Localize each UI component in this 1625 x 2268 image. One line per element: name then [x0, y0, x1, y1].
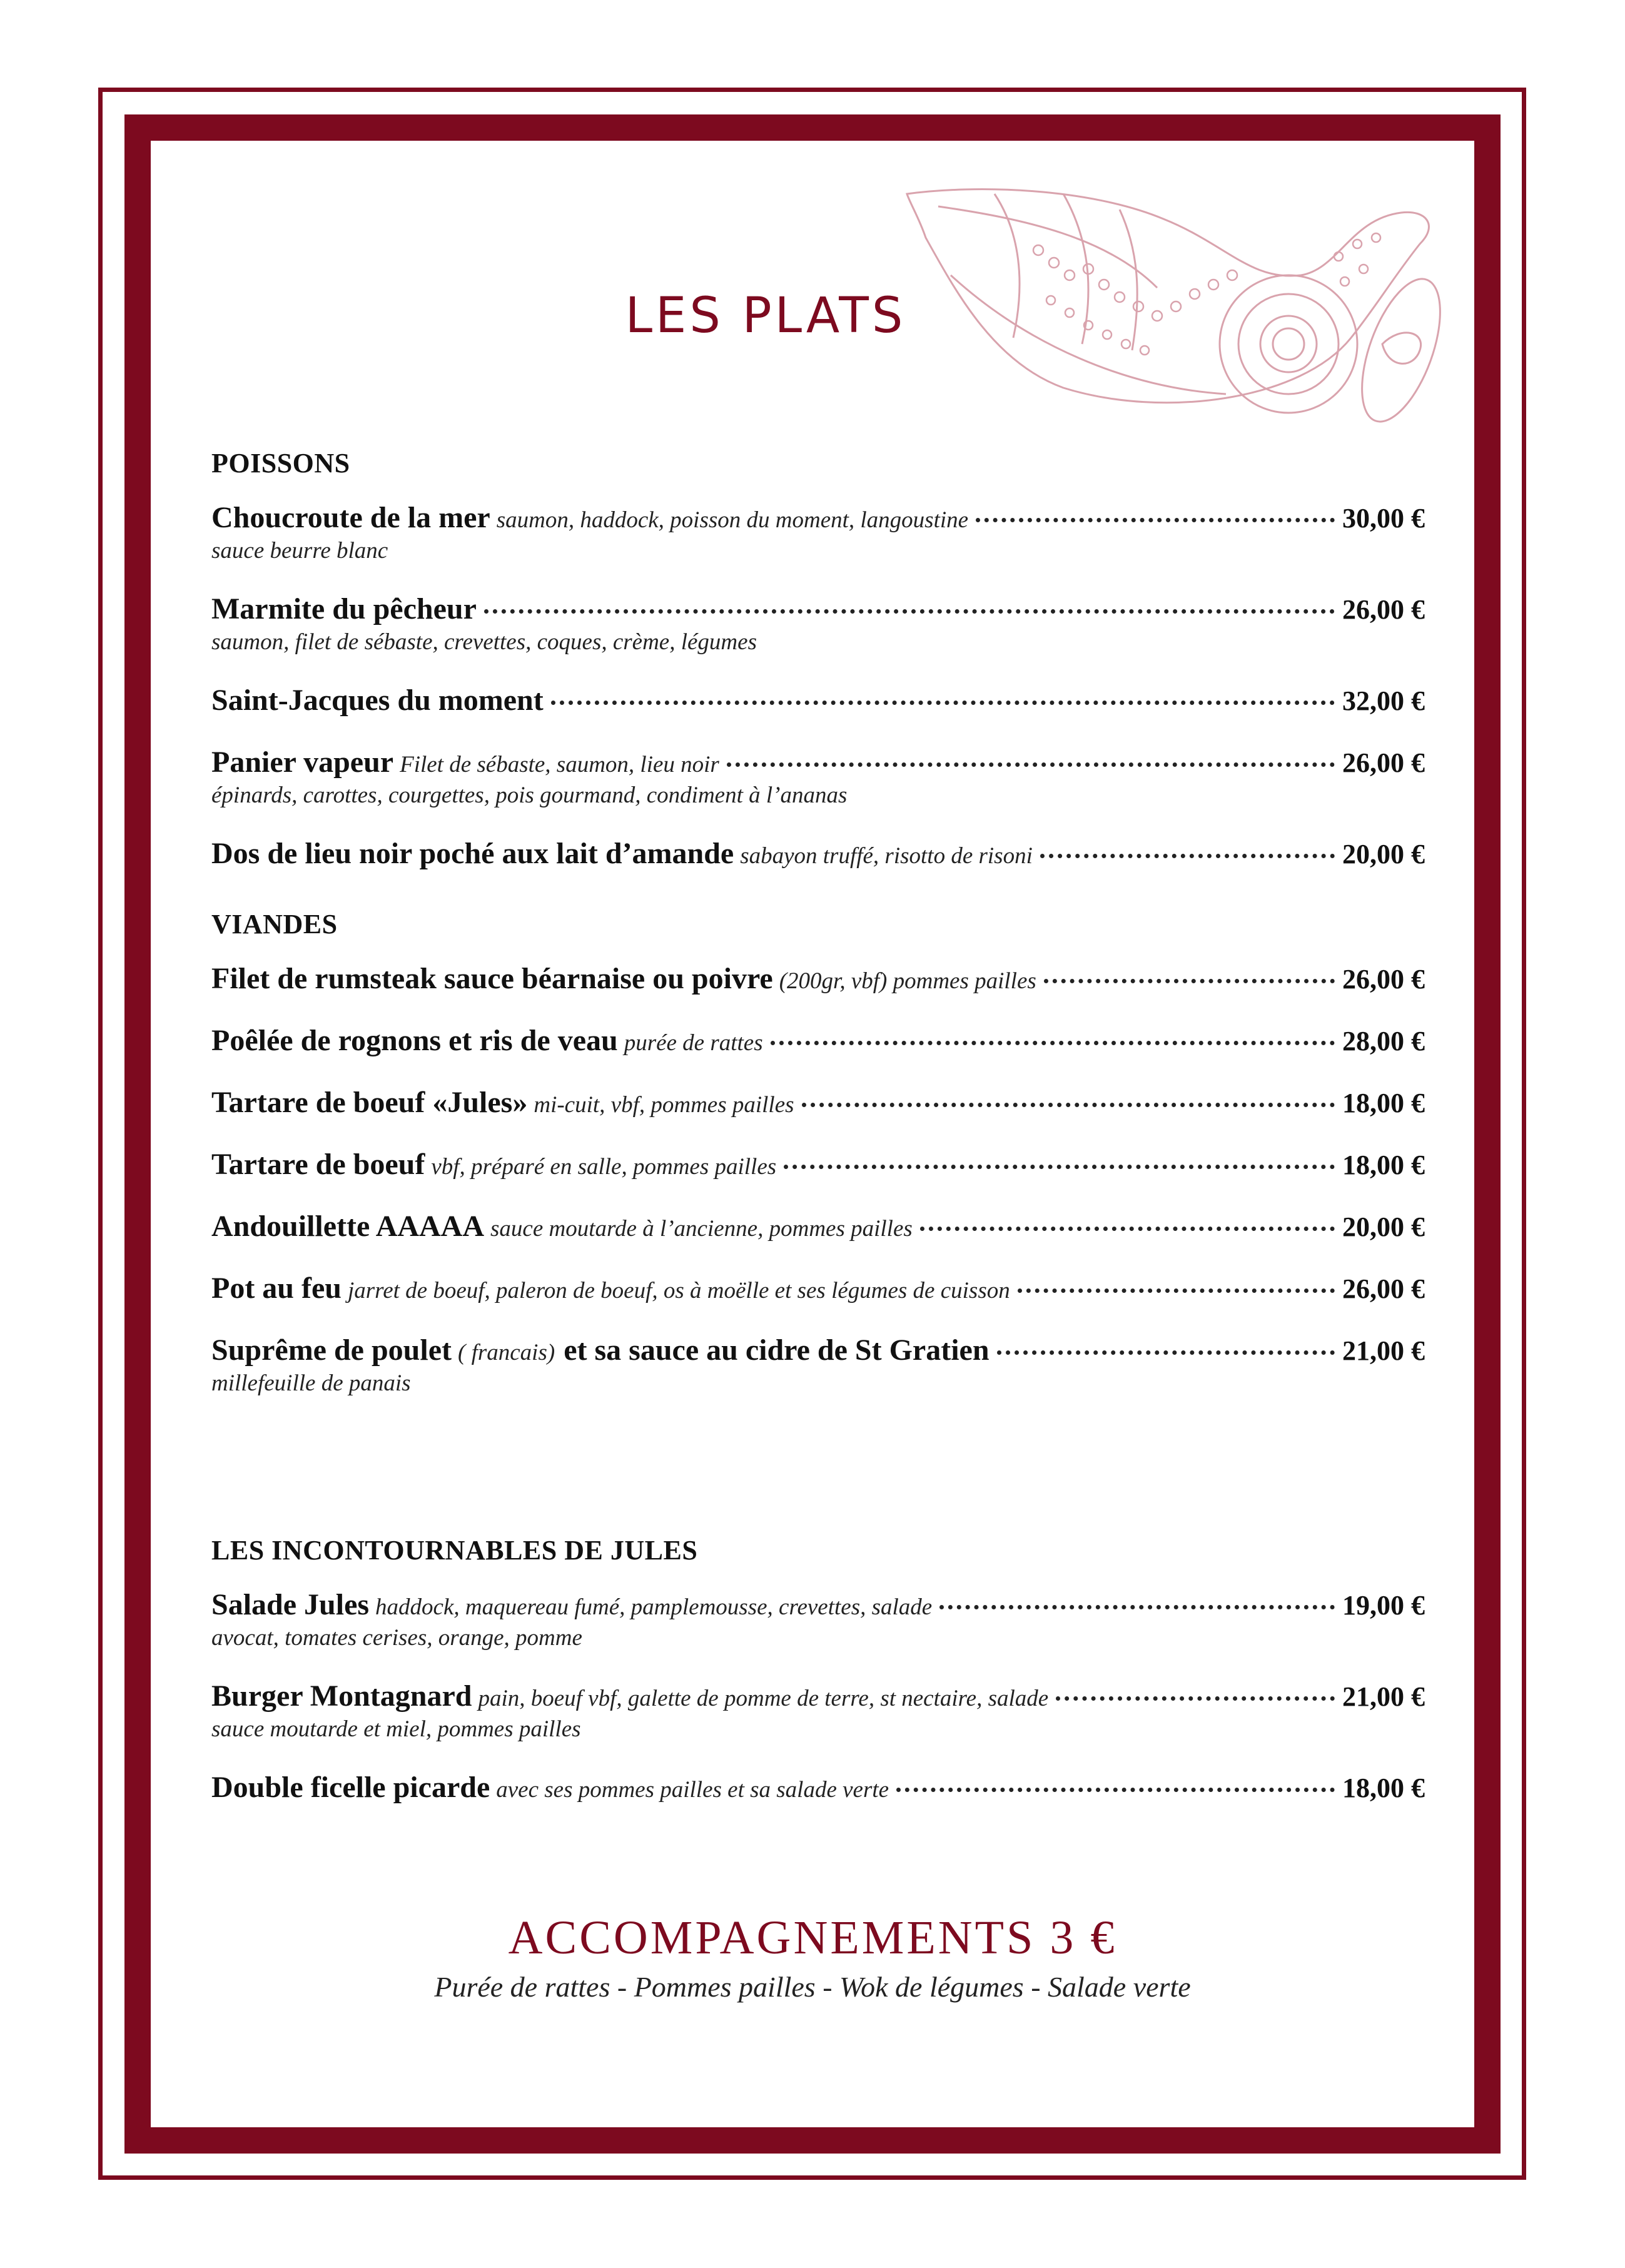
dish-name: Marmite du pêcheur: [211, 592, 477, 625]
dish-name: Andouillette AAAAA: [211, 1210, 485, 1243]
dot-leader: [939, 1605, 1335, 1609]
section-title: LES INCONTOURNABLES DE JULES: [211, 1535, 698, 1566]
dot-leader: [802, 1103, 1335, 1107]
dot-leader: [1040, 854, 1335, 858]
dish-name: Poêlée de rognons et ris de veau: [211, 1024, 618, 1057]
dish-price: 21,00 €: [1342, 1335, 1425, 1366]
menu-item: [211, 683, 1425, 717]
dot-leader: [920, 1227, 1335, 1231]
dish-price: 18,00 €: [1342, 1088, 1425, 1118]
accompagnements-title: ACCOMPAGNEMENTS 3 €: [508, 1911, 1117, 1964]
dish-description: Filet de sébaste, saumon, lieu noir: [400, 752, 719, 777]
page-title: LES PLATS: [625, 288, 906, 344]
dot-leader: [484, 609, 1335, 614]
dish-name: Tartare de boeuf «Jules»: [211, 1086, 528, 1119]
dish-description: saumon, haddock, poisson du moment, langoustine: [496, 507, 969, 533]
dish-price: 20,00 €: [1342, 839, 1425, 869]
menu-section: [211, 908, 1425, 1397]
dot-leader: [997, 1350, 1335, 1355]
dot-leader: [896, 1788, 1335, 1792]
dish-description: (200gr, vbf) pommes pailles: [779, 968, 1036, 994]
menu-item: [211, 1770, 1425, 1805]
menu-section: [211, 1534, 1425, 1805]
dish-description: purée de rattes: [624, 1030, 763, 1056]
dish-subtitle: millefeuille de panais: [211, 1370, 411, 1396]
dish-price: 26,00 €: [1342, 747, 1425, 778]
dish-name: Filet de rumsteak sauce béarnaise ou poivre: [211, 962, 773, 995]
dish-description: avec ses pommes pailles et sa salade verte: [496, 1777, 889, 1803]
dish-subtitle: avocat, tomates cerises, orange, pomme: [211, 1625, 582, 1651]
dish-price: 26,00 €: [1342, 594, 1425, 625]
dish-name: Choucroute de la mer: [211, 501, 490, 534]
dish-description: jarret de boeuf, paleron de boeuf, os à moëlle et ses légumes de cuisson: [347, 1278, 1010, 1304]
dish-price: 32,00 €: [1342, 686, 1425, 716]
dish-name: Saint-Jacques du moment: [211, 684, 544, 717]
dot-leader: [551, 701, 1335, 705]
dish-description: mi-cuit, vbf, pommes pailles: [534, 1092, 794, 1118]
menu-item: [211, 836, 1425, 871]
dot-leader: [771, 1041, 1335, 1045]
menu-item: [211, 1333, 1425, 1397]
dish-subtitle: saumon, filet de sébaste, crevettes, coques, crème, légumes: [211, 629, 757, 655]
dish-name: Pot au feu: [211, 1272, 342, 1305]
menu-item: [211, 1085, 1425, 1120]
dish-description: sauce moutarde à l’ancienne, pommes pailles: [490, 1216, 913, 1242]
dish-description: ( francais): [458, 1340, 555, 1365]
dish-name: Double ficelle picarde: [211, 1771, 490, 1804]
dish-price: 28,00 €: [1342, 1026, 1425, 1056]
dish-price: 19,00 €: [1342, 1590, 1425, 1621]
dot-leader: [976, 518, 1335, 522]
dish-description: pain, boeuf vbf, galette de pomme de terre, st nectaire, salade: [478, 1686, 1049, 1711]
dish-subtitle: sauce moutarde et miel, pommes pailles: [211, 1716, 581, 1742]
dish-subtitle: épinards, carottes, courgettes, pois gourmand, condiment à l’ananas: [211, 782, 848, 808]
dot-leader: [727, 762, 1335, 767]
dish-name: Dos de lieu noir poché aux lait d’amande: [211, 837, 734, 870]
menu-item: [211, 961, 1425, 996]
dish-price: 26,00 €: [1342, 1273, 1425, 1304]
dot-leader: [1018, 1288, 1335, 1293]
dish-description: sabayon truffé, risotto de risoni: [740, 843, 1033, 869]
dot-leader: [1056, 1696, 1335, 1701]
dish-name: Panier vapeur: [211, 746, 394, 779]
menu-content: [211, 447, 1425, 1832]
dish-price: 30,00 €: [1342, 503, 1425, 534]
menu-item: [211, 1209, 1425, 1243]
section-title: POISSONS: [211, 448, 350, 478]
dish-name: Burger Montagnard: [211, 1679, 472, 1713]
dish-price: 21,00 €: [1342, 1681, 1425, 1712]
dish-name-continued: et sa sauce au cidre de St Gratien: [564, 1334, 990, 1367]
accompagnements-list: Purée de rattes - Pommes pailles - Wok de légumes - Salade verte: [434, 1971, 1191, 2003]
dot-leader: [1044, 979, 1335, 983]
dish-description: vbf, préparé en salle, pommes pailles: [431, 1154, 777, 1180]
dot-leader: [784, 1165, 1335, 1169]
menu-section: [211, 447, 1425, 871]
menu-item: [211, 592, 1425, 656]
dish-name: Salade Jules: [211, 1588, 370, 1621]
dish-price: 18,00 €: [1342, 1150, 1425, 1180]
dish-subtitle: sauce beurre blanc: [211, 538, 388, 564]
menu-item: [211, 500, 1425, 564]
dish-description: haddock, maquereau fumé, pamplemousse, crevettes, salade: [375, 1594, 933, 1620]
menu-item: [211, 1147, 1425, 1182]
menu-item: [211, 1023, 1425, 1058]
menu-item: [211, 1587, 1425, 1651]
menu-item: [211, 1679, 1425, 1743]
menu-item: [211, 1271, 1425, 1305]
section-title: VIANDES: [211, 909, 338, 939]
menu-item: [211, 745, 1425, 809]
dish-price: 26,00 €: [1342, 964, 1425, 995]
dish-name: Suprême de poulet: [211, 1334, 452, 1367]
dish-price: 18,00 €: [1342, 1773, 1425, 1803]
dish-price: 20,00 €: [1342, 1212, 1425, 1242]
dish-name: Tartare de boeuf: [211, 1148, 425, 1181]
